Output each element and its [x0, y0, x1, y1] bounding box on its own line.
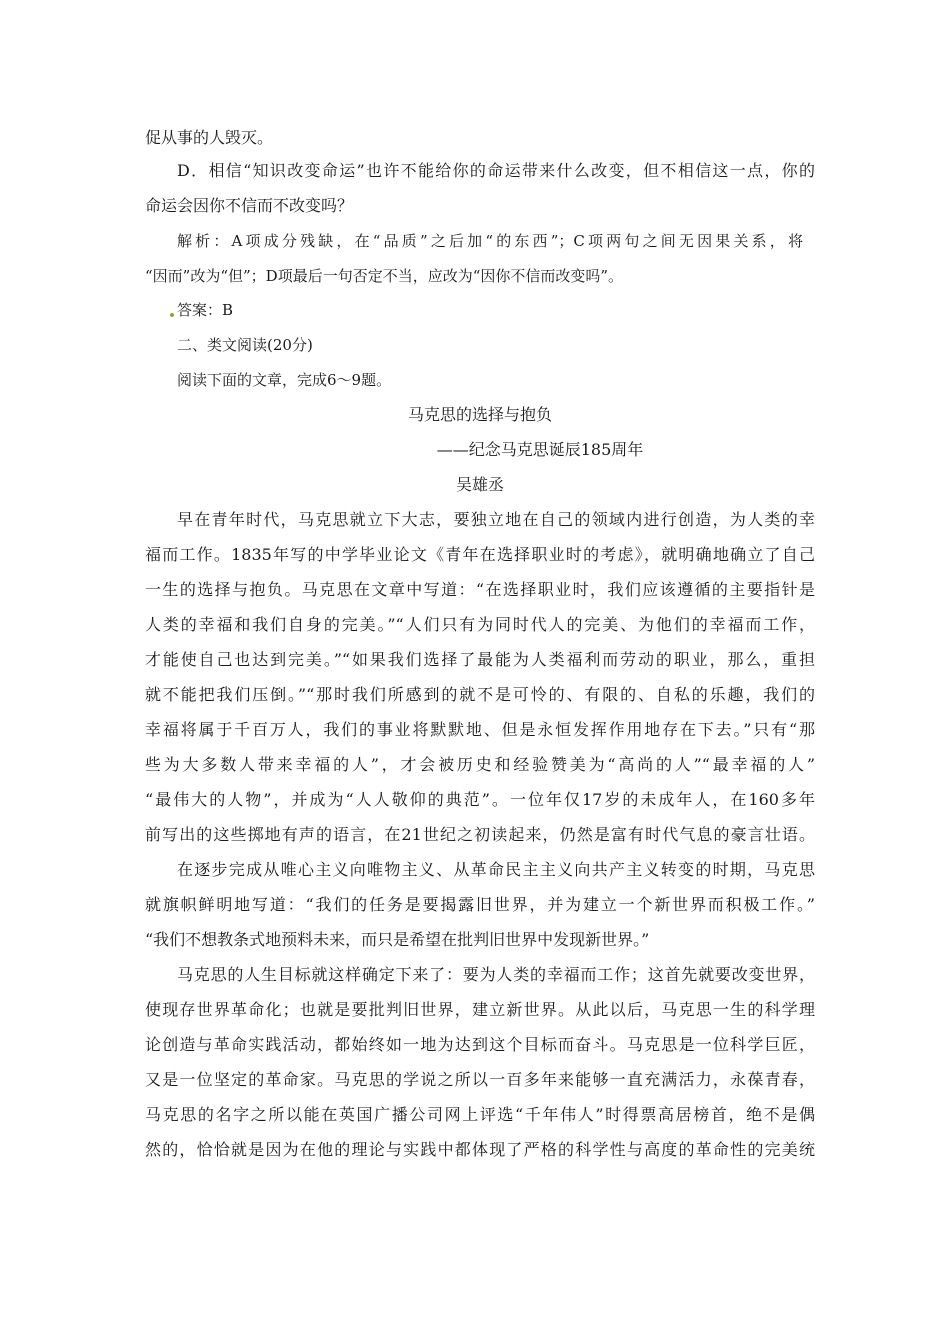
p1-line-1: 早在青年时代，马克思就立下大志，要独立地在自己的领域内进行创造，为人类的幸 [177, 510, 815, 529]
p1-line-2: 福而工作。1835年写的中学毕业论文《青年在选择职业时的考虑》，就明确地确立了自己 [145, 545, 815, 564]
article-author: 吴雄丞 [455, 475, 504, 494]
article-title: 马克思的选择与抱负 [407, 405, 552, 424]
p1-line-7: 幸福将属于千百万人，我们的事业将默默地、但是永恒发挥作用地存在下去。”只有“那 [145, 720, 815, 739]
p1-line-5: 才能使自己也达到完美。”“如果我们选择了最能为人类福利而劳动的职业，那么，重担 [145, 650, 815, 669]
option-d-line-2: 命运会因你不信而不改变吗？ [145, 196, 354, 215]
option-d-line-1: D．相信“知识改变命运”也许不能给你的命运带来什么改变，但不相信这一点，你的 [177, 161, 815, 180]
p3-line-2: 使现存世界革命化；也就是要批判旧世界，建立新世界。从此以后，马克思一生的科学理 [145, 1000, 815, 1019]
p3-line-4: 又是一位坚定的革命家。马克思的学说之所以一百多年来能够一直充满活力，永葆青春， [145, 1070, 815, 1089]
p1-line-3: 一生的选择与抱负。马克思在文章中写道：“在选择职业时，我们应该遵循的主要指针是 [145, 580, 815, 599]
p1-line-4: 人类的幸福和我们自身的完美。”“人们只有为同时代人的完美、为他们的幸福而工作， [145, 615, 815, 634]
section-heading: 二、类文阅读(20分) [177, 336, 313, 354]
p2-line-3: “我们不想教条式地预料未来，而只是希望在批判旧世界中发现新世界。” [145, 930, 650, 949]
reading-instruction: 阅读下面的文章，完成6～9题。 [177, 371, 392, 389]
p3-line-1: 马克思的人生目标就这样确定下来了：要为人类的幸福而工作；这首先就要改变世界， [177, 965, 815, 984]
p1-line-9: “最伟大的人物”，并成为“人人敬仰的典范”。一位年仅17岁的未成年人，在160多年 [145, 790, 815, 809]
previous-option-tail: 促从事的人毁灭。 [145, 128, 274, 147]
p1-line-10: 前写出的这些掷地有声的语言，在21世纪之初读起来，仍然是富有时代气息的豪言壮语。 [145, 825, 815, 844]
p1-line-8: 些为大多数人带来幸福的人”，才会被历史和经验赞美为“高尚的人”“最幸福的人” [145, 755, 815, 774]
p2-line-2: 就旗帜鲜明地写道：“我们的任务是要揭露旧世界，并为建立一个新世界而积极工作。” [145, 895, 815, 914]
marker-dot [170, 313, 174, 317]
p3-line-6: 然的，恰恰就是因为在他的理论与实践中都体现了严格的科学性与高度的革命性的完美统 [145, 1140, 815, 1159]
article-subtitle: ——纪念马克思诞辰185周年 [436, 440, 644, 459]
answer-line: 答案：B [177, 301, 234, 319]
p3-line-5: 马克思的名字之所以能在英国广播公司网上评选“千年伟人”时得票高居榜首，绝不是偶 [145, 1105, 815, 1124]
p1-line-6: 就不能把我们压倒。”“那时我们所感到的就不是可怜的、有限的、自私的乐趣，我们的 [145, 685, 815, 704]
p3-line-3: 论创造与革命实践活动，都始终如一地为达到这个目标而奋斗。马克思是一位科学巨匠， [145, 1035, 815, 1054]
analysis-line-2: “因而”改为“但”；D项最后一句否定不当，应改为“因你不信而改变吗”。 [145, 267, 624, 285]
analysis-line-1: 解析：A项成分残缺，在“品质”之后加“的东西”；C项两句之间无因果关系，将 [177, 232, 803, 250]
p2-line-1: 在逐步完成从唯心主义向唯物主义、从革命民主主义向共产主义转变的时期，马克思 [177, 860, 815, 879]
